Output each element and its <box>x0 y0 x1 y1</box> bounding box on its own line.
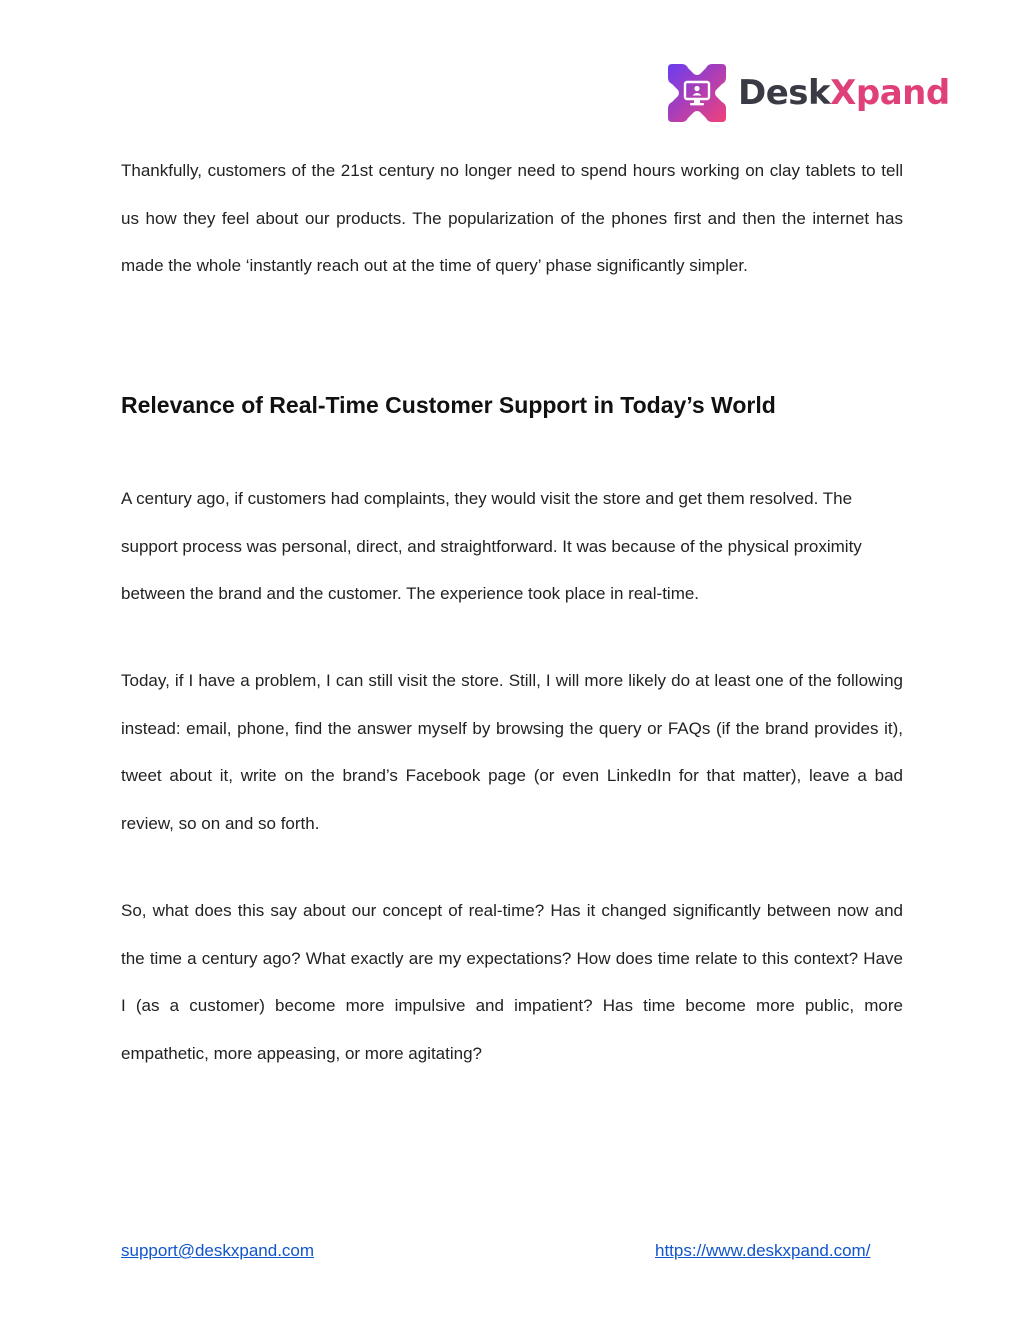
paragraph-block-2 <box>121 657 903 847</box>
deskxpand-logo-icon <box>664 60 730 126</box>
brand-logo <box>664 60 950 126</box>
brand-wordmark <box>738 73 950 113</box>
brand-word-pand: pand <box>855 73 950 113</box>
intro-paragraph: Thankfully, customers of the 21st century no longer need to spend hours working on clay tablets to tell us how they feel about our products. The popularization of the phones first and then the internet has made the whole ‘instantly reach out at the time of query’ phase significantly simpler. <box>121 161 903 276</box>
website-link[interactable]: https://www.deskxpand.com/ <box>655 1241 871 1260</box>
support-email-link[interactable]: support@deskxpand.com <box>121 1241 315 1260</box>
intro-section <box>121 147 903 290</box>
section-heading: Relevance of Real-Time Customer Support in Today’s World <box>121 392 776 418</box>
body-paragraph-1: A century ago, if customers had complaints, they would visit the store and get them resolved. The support process was personal, direct, and straightforward. It was because of the physical proximity between the brand and the customer. The experience took place in real-time. <box>121 489 862 604</box>
body-paragraph-3: So, what does this say about our concept of real-time? Has it changed significantly between now and the time a century ago? What exactly are my expectations? How does time relate to this context? Have I (as a customer) become more impulsive and impatient? Has time become more public, more empathetic, more appeasing, or more agitating? <box>121 901 903 1063</box>
paragraph-block-1 <box>121 475 903 618</box>
brand-word-desk: Desk <box>738 73 831 113</box>
body-paragraph-2: Today, if I have a problem, I can still visit the store. Still, I will more likely do at least one of the following instead: email, phone, find the answer myself by browsing the query or FAQs (if the brand provides it), tweet about it, write on the brand’s Facebook page (or even LinkedIn for that matter), leave a bad review, so on and so forth. <box>121 671 903 833</box>
paragraph-block-3 <box>121 887 903 1077</box>
brand-word-x: X <box>830 73 856 113</box>
